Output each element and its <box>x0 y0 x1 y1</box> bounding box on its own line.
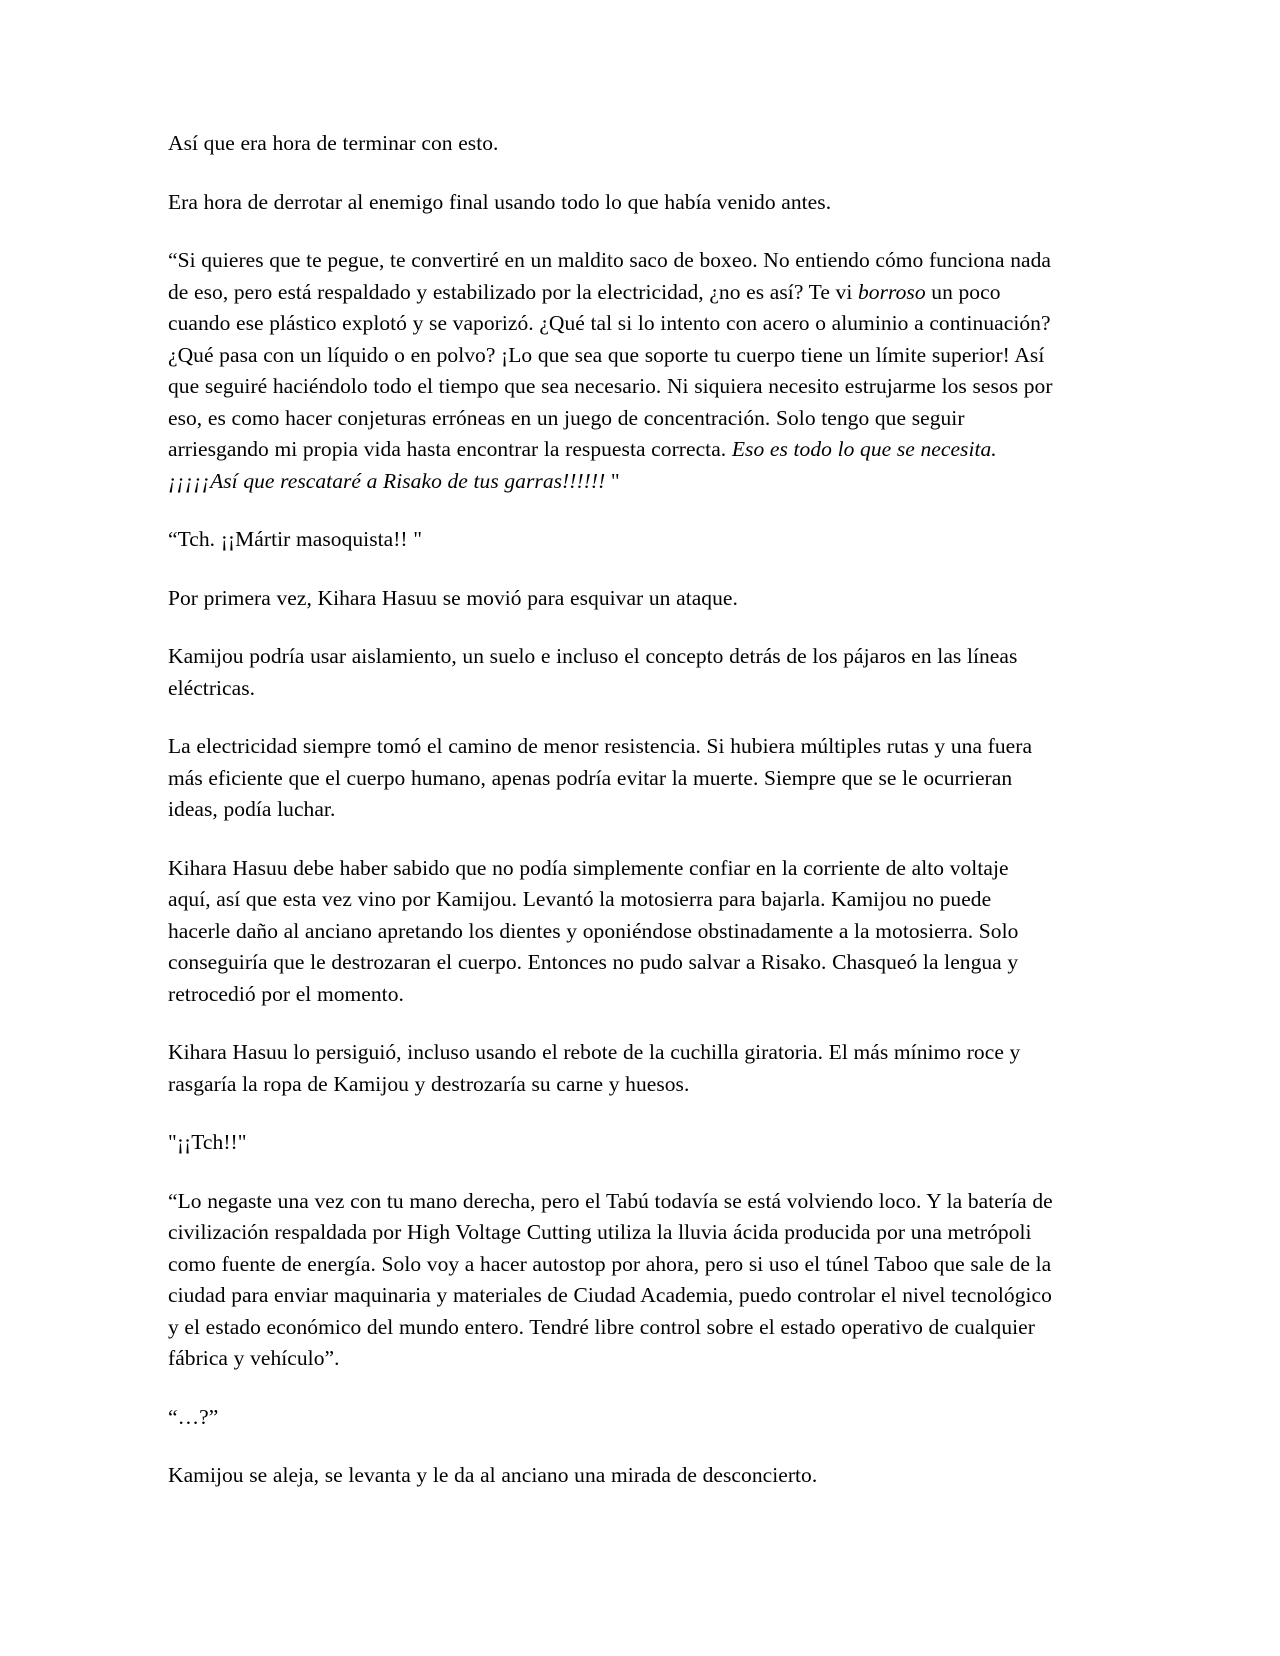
document-text-body <box>168 128 1055 1492</box>
paragraph-13 <box>168 1460 1055 1492</box>
italic-run: Eso es todo lo que se necesita. ¡¡¡¡¡Así que rescataré a Risako de tus garras!!!!!! <box>168 437 997 493</box>
text-run: Kihara Hasuu lo persiguió, incluso usando el rebote de la cuchilla giratoria. El más mínimo roce y rasgaría la ropa de Kamijou y destrozaría su carne y huesos. <box>168 1040 1021 1096</box>
text-run: Por primera vez, Kihara Hasuu se movió para esquivar un ataque. <box>168 585 738 610</box>
italic-run: borroso <box>858 279 926 304</box>
paragraph-3 <box>168 245 1055 497</box>
paragraph-2 <box>168 187 1055 219</box>
paragraph-7 <box>168 731 1055 826</box>
paragraph-1 <box>168 128 1055 160</box>
text-run: Kihara Hasuu debe haber sabido que no podía simplemente confiar en la corriente de alto voltaje aquí, así que esta vez vino por Kamijou. Levantó la motosierra para bajarla. Kamijou no puede hacerle daño al anciano apretando los dientes y oponiéndose obstinadamente a la motosierra. Solo conseguiría que le destrozaran el cuerpo. Entonces no pudo salvar a Risako. Chasqueó la lengua y retrocedió por el momento. <box>168 855 1019 1006</box>
text-run: Kamijou se aleja, se levanta y le da al anciano una mirada de desconcierto. <box>168 1463 818 1487</box>
text-run: "¡¡Tch!!" <box>168 1130 247 1154</box>
paragraph-12 <box>168 1402 1055 1434</box>
paragraph-5 <box>168 583 1055 615</box>
text-run: Era hora de derrotar al enemigo final usando todo lo que había venido antes. <box>168 189 832 214</box>
text-run: un poco cuando ese plástico explotó y se vaporizó. ¿Qué tal si lo intento con acero o aluminio a continuación? ¿Qué pasa con un líquido o en polvo? ¡Lo que sea que soporte tu cuerpo tiene un límite superior! Así que seguiré haciéndolo todo el tiempo que sea necesario. Ni siquiera necesito estrujarme los sesos por eso, es como hacer conjeturas erróneas en un juego de concentración. Solo tengo que seguir arriesgando mi propia vida hasta encontrar la respuesta correcta. <box>168 279 1053 461</box>
text-run: Así que era hora de terminar con esto. <box>168 131 499 155</box>
paragraph-10 <box>168 1127 1055 1159</box>
text-run: “Si quieres que te pegue, te convertiré en un maldito saco de boxeo. No entiendo cómo funciona nada de eso, pero está respaldado y estabilizado por la electricidad, ¿no es así? Te vi <box>168 248 1051 304</box>
text-run: " <box>605 468 620 493</box>
paragraph-4 <box>168 524 1055 556</box>
text-run: La electricidad siempre tomó el camino de menor resistencia. Si hubiera múltiples rutas y una fuera más eficiente que el cuerpo humano, apenas podría evitar la muerte. Siempre que se le ocurrieran ideas, podía luchar. <box>168 734 1033 821</box>
paragraph-9 <box>168 1037 1055 1100</box>
text-run: “Tch. ¡¡Mártir masoquista!! " <box>168 527 423 551</box>
paragraph-6 <box>168 641 1055 704</box>
text-run: “…?” <box>168 1404 219 1429</box>
text-run: Kamijou podría usar aislamiento, un suelo e incluso el concepto detrás de los pájaros en las líneas eléctricas. <box>168 644 1018 700</box>
paragraph-8 <box>168 853 1055 1011</box>
paragraph-11 <box>168 1186 1055 1375</box>
text-run: “Lo negaste una vez con tu mano derecha, pero el Tabú todavía se está volviendo loco. Y la batería de civilización respaldada por High Voltage Cutting utiliza la lluvia ácida producida por una metrópoli como fuente de energía. Solo voy a hacer autostop por ahora, pero si uso el túnel Taboo que sale de la ciudad para enviar maquinaria y materiales de Ciudad Academia, puedo controlar el nivel tecnológico y el estado económico del mundo entero. Tendré libre control sobre el estado operativo de cualquier fábrica y vehículo”. <box>168 1188 1053 1370</box>
